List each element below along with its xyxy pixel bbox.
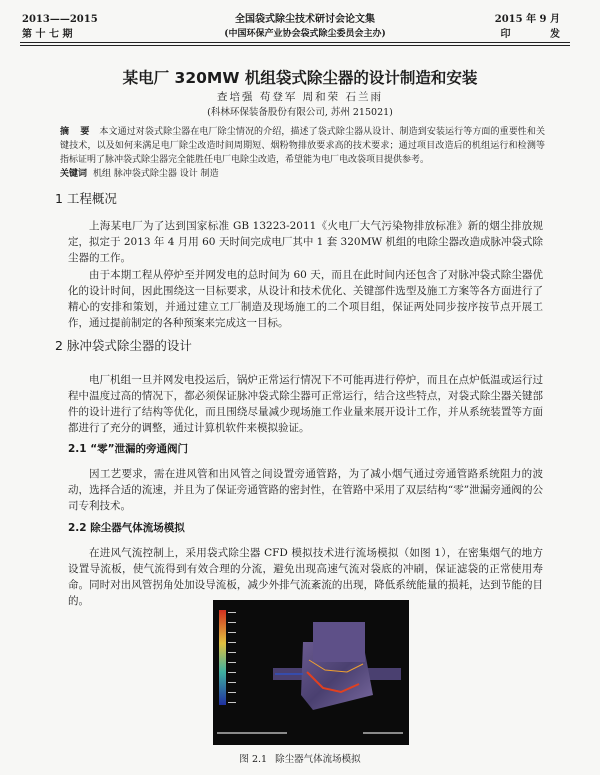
footer-text-mark: [217, 732, 287, 734]
section-2-paragraph-1: 电厂机组一旦并网发电投运后，锅炉正常运行情况下不可能再进行停炉，而且在点炉低温或运行过程中温度过高的情况下，都必须保证脉冲袋式除尘器可正常运行，结合这些特点，对袋式除尘器关键部件的设计进行了结构等优化，而且围绕尽量减少现场施工作业量来展开设计工作，并从系统装置等方面都进行了充分的调整，通过计算机软件来模拟验证。: [68, 374, 543, 434]
keywords: [60, 167, 545, 181]
collector-top: [313, 622, 365, 662]
header-center: [180, 12, 430, 42]
subsection-heading-2-1: 2.1 “零”泄漏的旁通阀门: [68, 443, 189, 455]
subsection-2-1-paragraph: 因工艺要求，需在进风管和出风管之间设置旁通管路，为了减小烟气通过旁通管路系统阻力的波动，选择合适的流速，并且为了保证旁通管路的密封性，在管路中采用了双层结构“零”泄漏旁通阀的公司专利技术。: [68, 468, 543, 512]
section-heading-2: 2 脉冲袋式除尘器的设计: [55, 338, 192, 353]
header-committee: (中国环保产业协会袋式除尘委员会主办): [224, 29, 386, 39]
paper-authors: 查培强 苟登军 周和荣 石兰雨: [216, 91, 383, 103]
header-years: 2013——2015: [22, 14, 98, 25]
cfd-flow-simulation-figure: [213, 600, 409, 745]
section-1-paragraph-2: 由于本期工程从停炉至并网发电的总时间为 60 天，而且在此时间内还包含了对脉冲袋式除尘器优化的设计时间，因此围绕这一目标要求，从设计和技术优化、关键部件选型及施工方案等各方面进行了精心的安排和策划，并通过建立工厂制造及现场施工的二个项目组，保证两处同步按序按节点开展工作，通过提前制定的各种预案来完成这一目标。: [68, 269, 543, 329]
header-rule-thick: [20, 42, 570, 43]
header-date: 2015 年 9 月: [494, 14, 560, 25]
figure-caption: [0, 751, 600, 765]
header-left: [22, 12, 98, 42]
color-legend-bar: [219, 610, 226, 705]
paper-title: 某电厂 320MW 机组袋式除尘器的设计制造和安装: [122, 69, 478, 87]
paper-affiliation: (科林环保装备股份有限公司, 苏州 215021): [207, 107, 393, 118]
keywords-text: 机组 脉冲袋式除尘器 设计 制造: [93, 169, 219, 179]
subsection-heading-2-2: 2.2 除尘器气体流场模拟: [68, 522, 185, 534]
abstract: [60, 125, 545, 167]
figure-number: 图 2.1: [239, 754, 268, 765]
header-rule-thin: [20, 45, 570, 46]
header-collection: 全国袋式除尘技术研讨会论文集: [235, 14, 375, 25]
figure-caption-text: 除尘器气体流场模拟: [275, 754, 361, 765]
header-right: [494, 12, 578, 42]
keywords-label: 关键词: [60, 169, 88, 179]
abstract-label: 摘 要: [60, 127, 94, 137]
header-issue: 印 发: [500, 29, 578, 40]
footer-text-mark: [363, 732, 403, 734]
subsection-2-2-paragraph: 在进风气流控制上，采用袋式除尘器 CFD 模拟技术进行流场模拟（如图 1），在密集烟气的地方设置导流板，使气流得到有效合理的分流，避免出现高速气流对袋底的冲刷，保证滤袋的正常使用寿命。同时对出风管拐角处加设导流板，减少外排气流紊流的出现，降低系统能量的损耗，达到节能的目的。: [68, 547, 543, 607]
section-1-paragraph-1: 上海某电厂为了达到国家标准 GB 13223-2011《火电厂大气污染物排放标准》新的烟尘排放规定，拟定于 2013 年 4 月用 60 天时间完成电厂其中 1 套 320MW 机组的电除尘器改造成脉冲袋式除尘器的工作。: [68, 220, 543, 264]
header-volume: 第 十 七 期: [22, 29, 73, 40]
section-heading-1: 1 工程概况: [55, 191, 117, 206]
cfd-simulation-image: [213, 600, 409, 745]
abstract-text: 本文通过对袋式除尘器在电厂除尘情况的介绍，描述了袋式除尘器从设计、制造到安装运行等方面的重要性和关键技术，以及如何来满足电厂除尘改造时间周期短、烟粉物排放要求高的技术要求；通过项目改造后的机组运行和检测等指标证明了脉冲袋式除尘器完全能胜任电厂电除尘改造，希望能为电厂电改袋项目提供参考。: [60, 127, 545, 165]
